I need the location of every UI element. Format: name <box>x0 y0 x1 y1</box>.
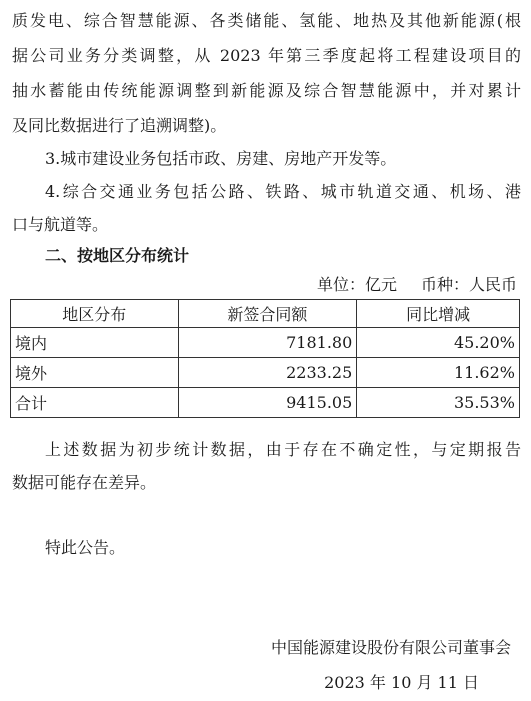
announcement-text: 特此公告。 <box>45 538 126 557</box>
table-cell-amount: 7181.80 <box>178 328 357 358</box>
paragraph-line: 质发电、综合智慧能源、各类储能、氢能、地热及其他新能源(根 <box>12 11 521 30</box>
list-item-4-line: 4.综合交通业务包括公路、铁路、城市轨道交通、机场、港 <box>45 182 521 201</box>
table-header-yoy-change: 同比增减 <box>357 300 520 328</box>
list-item-3: 3.城市建设业务包括市政、房建、房地产开发等。 <box>45 149 397 168</box>
paragraph-line: 抽水蓄能由传统能源调整到新能源及综合智慧能源中，并对累计 <box>12 81 521 100</box>
paragraph-line: 及同比数据进行了追溯调整)。 <box>12 116 227 135</box>
table-cell-amount: 9415.05 <box>178 388 357 418</box>
table-cell-change: 11.62% <box>357 358 520 388</box>
paragraph-line: 据公司业务分类调整，从 2023 年第三季度起将工程建设项目的 <box>12 46 521 65</box>
region-stats-table <box>10 299 520 418</box>
note-line: 上述数据为初步统计数据，由于存在不确定性，与定期报告 <box>45 440 521 459</box>
table-header-row <box>11 300 520 328</box>
note-line: 数据可能存在差异。 <box>12 473 157 492</box>
currency-label: 币种：人民币 <box>420 275 517 294</box>
unit-note <box>317 275 517 295</box>
table-cell-region: 境外 <box>11 358 179 388</box>
table-cell-change: 35.53% <box>357 388 520 418</box>
section-title: 二、按地区分布统计 <box>45 246 190 265</box>
table-cell-region: 境内 <box>11 328 179 358</box>
table-row <box>11 358 520 388</box>
table-header-contract-amount: 新签合同额 <box>178 300 357 328</box>
unit-label: 单位：亿元 <box>316 275 397 294</box>
signature-company: 中国能源建设股份有限公司董事会 <box>270 638 511 657</box>
table-cell-amount: 2233.25 <box>178 358 357 388</box>
table-row <box>11 388 520 418</box>
table-cell-change: 45.20% <box>357 328 520 358</box>
list-item-4-line: 口与航道等。 <box>12 215 109 234</box>
table-row <box>11 328 520 358</box>
table-cell-region: 合计 <box>11 388 179 418</box>
table-header-region: 地区分布 <box>11 300 179 328</box>
signature-date: 2023 年 10 月 11 日 <box>324 673 479 692</box>
